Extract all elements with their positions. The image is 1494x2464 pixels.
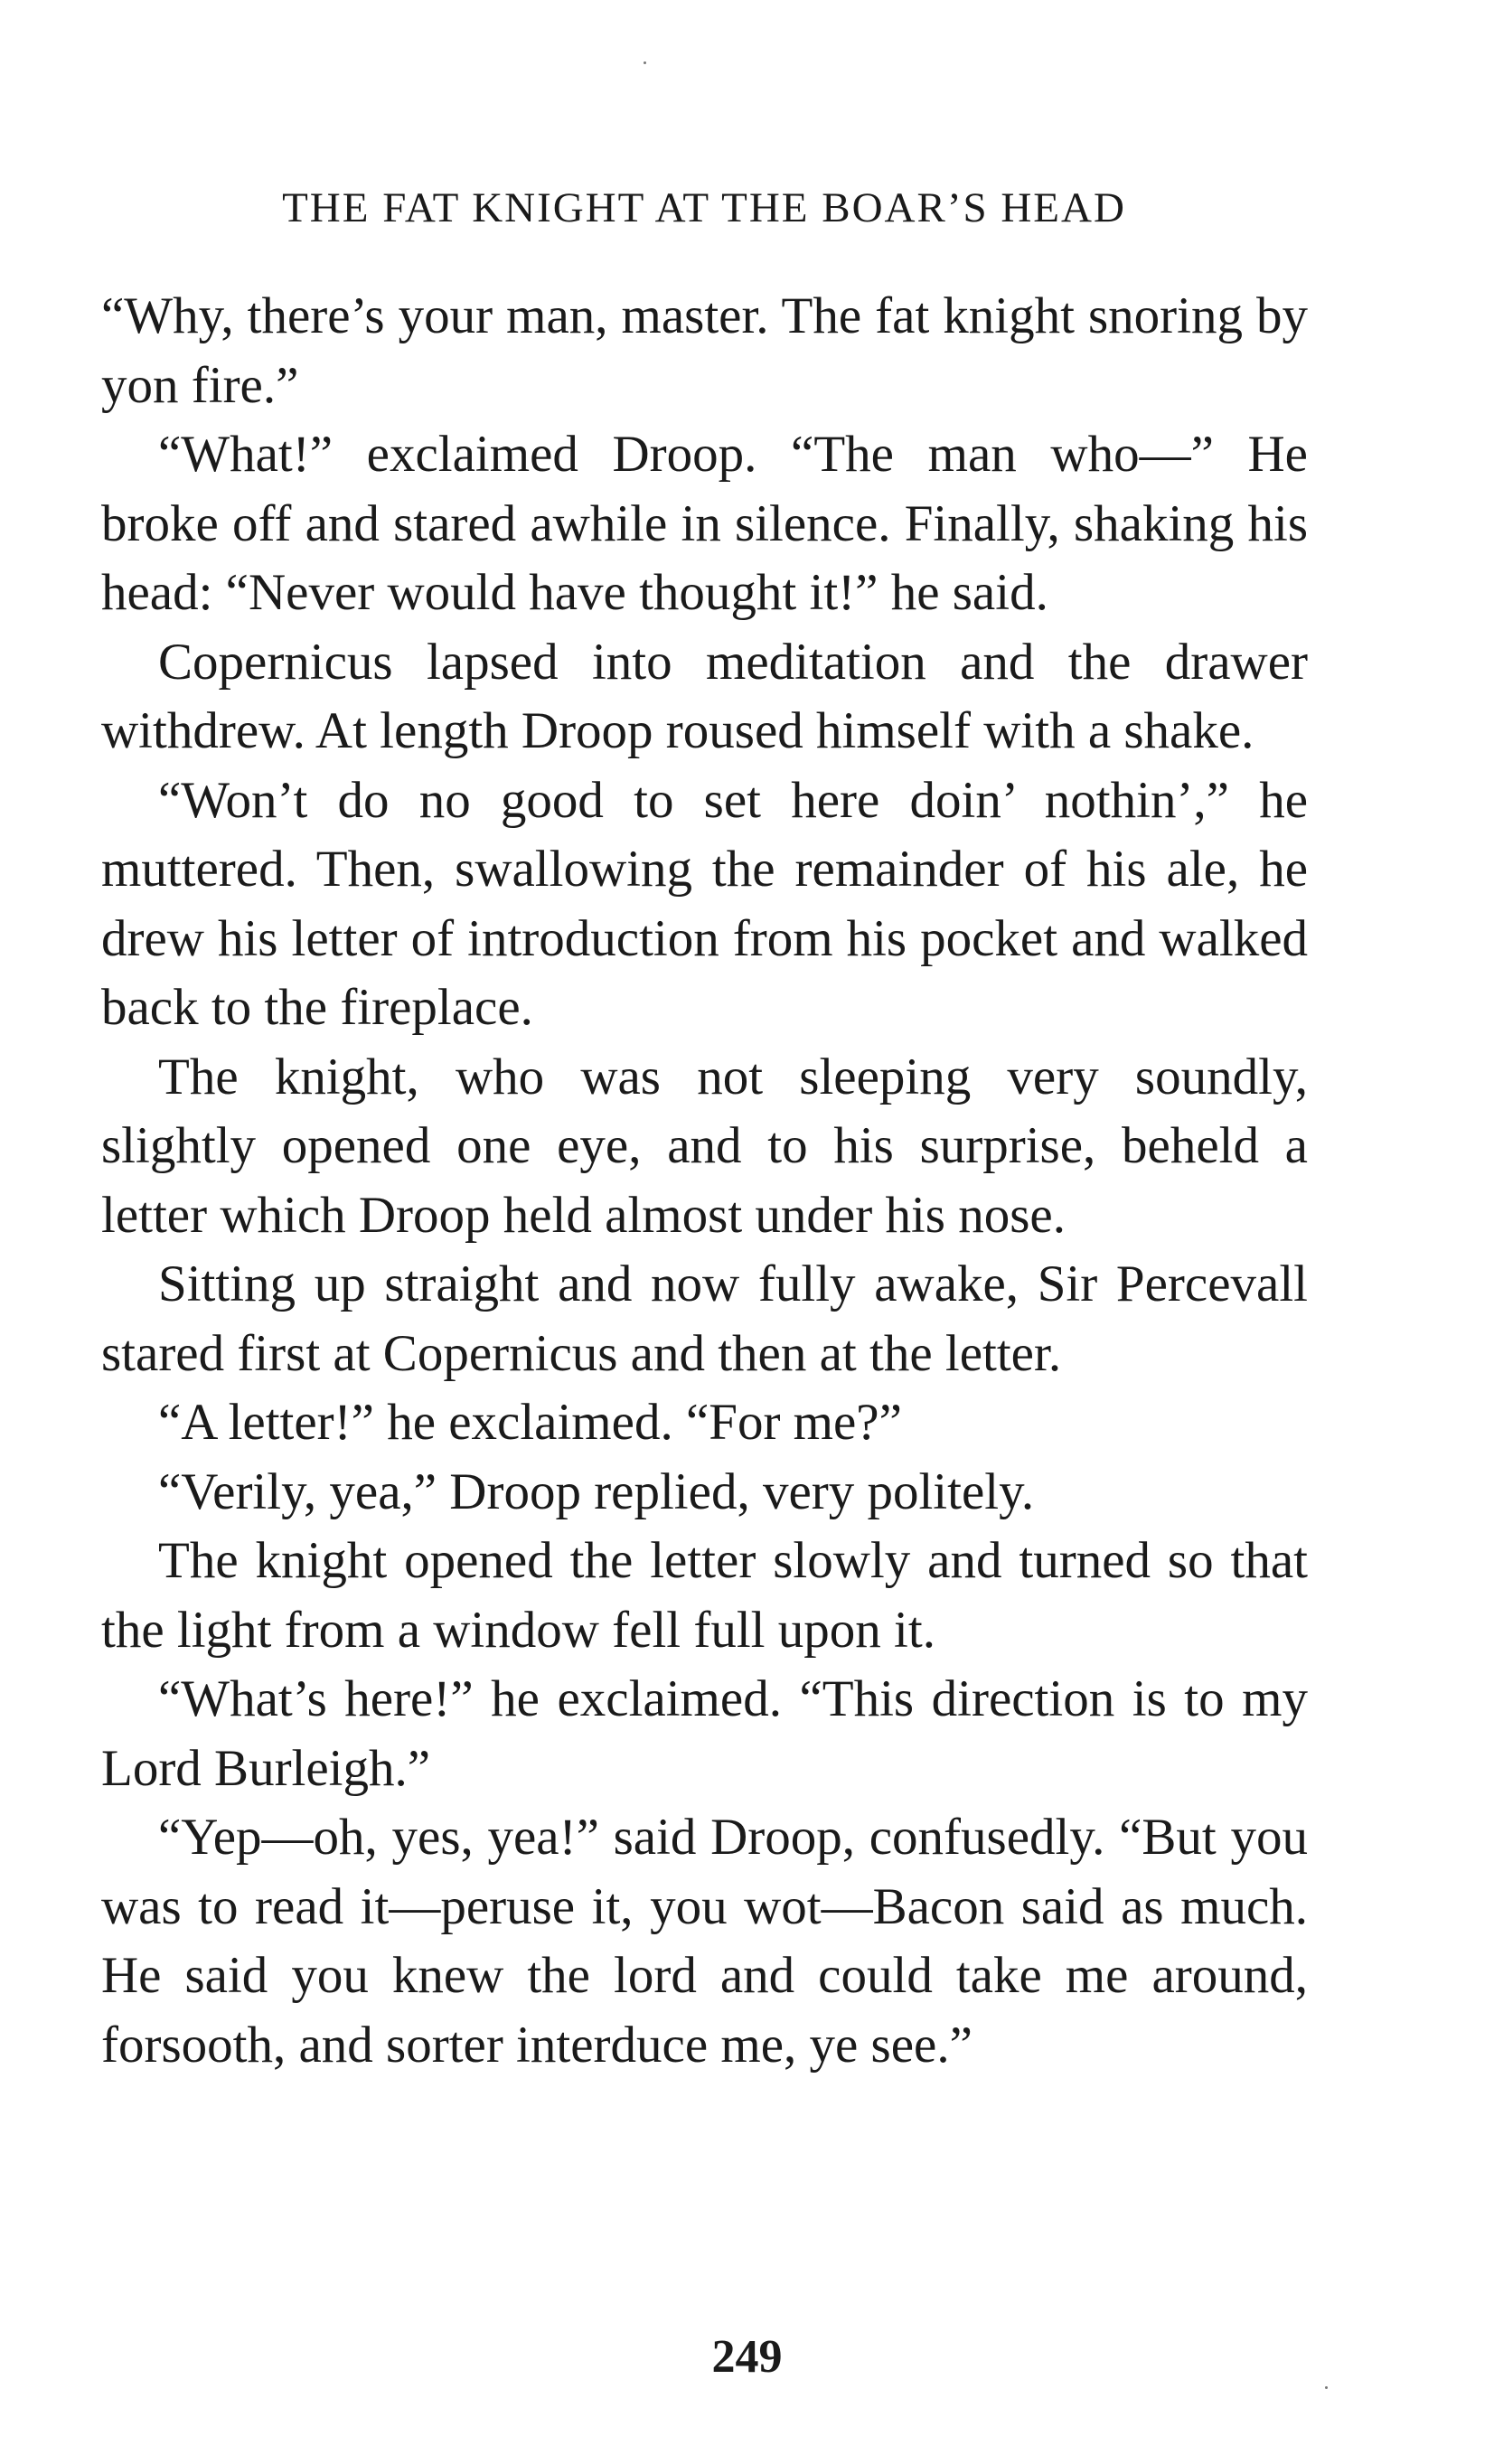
paragraph: The knight opened the letter slowly and turned so that the light from a window fell full upon it. — [101, 1532, 1308, 1659]
running-head: THE FAT KNIGHT AT THE BOAR’S HEAD — [282, 184, 1126, 231]
paragraph: “What’s here!” he exclaimed. “This direction is to my Lord Burleigh.” — [101, 1670, 1308, 1797]
body-text — [101, 282, 1308, 2080]
paragraph: “A letter!” he exclaimed. “For me?” — [158, 1394, 902, 1451]
page-number: 249 — [711, 2331, 783, 2383]
paragraph: “Yep—oh, yes, yea!” said Droop, confusedly. “But you was to read it—peruse it, you wot—Bacon said as much. He said you knew the lord and could take me around, forsooth, and sorter interduce me, ye see.” — [101, 1809, 1308, 2074]
paragraph: The knight, who was not sleeping very soundly, slightly opened one eye, and to his surprise, beheld a letter which Droop held almost under his nose. — [101, 1048, 1308, 1244]
paragraph: “Why, there’s your man, master. The fat knight snoring by yon fire.” — [101, 287, 1308, 414]
paragraph: “What!” exclaimed Droop. “The man who—” He broke off and stared awhile in silence. Finally, shaking his head: “Never would have thought it!” he said. — [101, 426, 1308, 621]
paragraph: “Verily, yea,” Droop replied, very politely. — [158, 1462, 1035, 1520]
paragraph: Copernicus lapsed into meditation and the drawer withdrew. At length Droop roused himself with a shake. — [101, 633, 1308, 759]
paragraph: Sitting up straight and now fully awake, Sir Percevall stared first at Copernicus and then at the letter. — [101, 1256, 1308, 1382]
paragraph: “Won’t do no good to set here doin’ nothin’,” he muttered. Then, swallowing the remainder of his ale, he drew his letter of introduction from his pocket and walked back to the fireplace. — [101, 771, 1308, 1036]
paper-speck — [644, 61, 646, 64]
paper-speck — [1325, 2386, 1328, 2389]
